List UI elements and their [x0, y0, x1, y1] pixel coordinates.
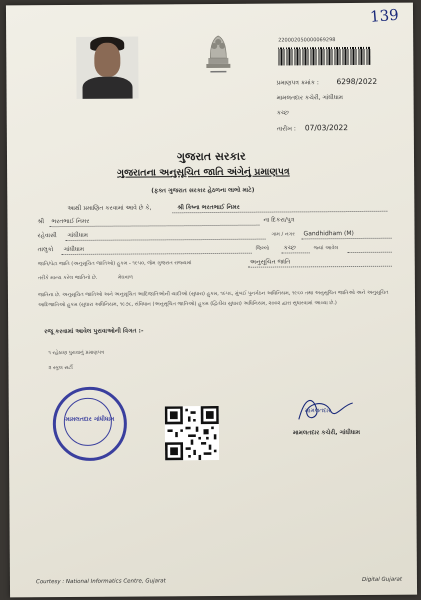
certificate-subtitle: (ફક્ત ગુજરાત સરકાર હેઠળના લાભો માટે) — [151, 186, 255, 195]
located-underline — [348, 252, 392, 253]
certificate-page — [6, 3, 417, 598]
caste-clause: જાતિ/પેટા જાતિ (અનુસૂચિત જાતિઓ) હુકમ - ૧૯૫૦, જેમ ગુજરાત રાજ્યમાં — [37, 260, 192, 268]
photo-face — [94, 43, 120, 77]
father-underline — [49, 225, 259, 227]
footer-courtesy: Courtesy : National Informatics Centre, Gujarat — [35, 578, 166, 586]
resident-label: રહેવાસી — [37, 232, 57, 240]
city-name: Gandhidham (M) — [303, 230, 354, 238]
certificate-title: ગુજરાતના અનુસૂચિત જાતિ અંગેનું પ્રમાણપત્ર — [117, 166, 290, 179]
taluka-value: ગાંધીધામ — [63, 245, 85, 254]
certificate-number: 6298/2022 — [336, 76, 378, 87]
certificate-no-label: પ્રમાણપત્ર ક્રમાંક : — [276, 79, 319, 87]
legal-paragraph: જાતિના છે. અનુસૂચિત જાતિઓ અને અનુસૂચિત આદિજાતિઓની યાદીઓ (સુધારા) હુકમ, ૧૯૫૬, મુંબઈ પુનર્ગઠન અધિનિયમ, ૧૯૬૦ તથા અનુસૂચિત જાતિઓ અને અનુસૂચિત આદિજાતિઓ હુકમ (સુધારા અધિનિયમ, ૧૯૭૬, સંવિધાન (અનુસૂચિત જાતિઓ) હુકમ (દ્વિતીય સુધારા) અધિનિયમ, ૨૦૦૨ દ્વારા સુધારવામાં આવ્યા છે.) — [37, 289, 389, 308]
certify-label: આથી પ્રમાણિત કરવામાં આવે છે કે, — [67, 204, 152, 213]
caste-category: અનુસૂચિત જાતિ — [249, 258, 291, 266]
name-underline — [172, 211, 387, 214]
applicant-name: શ્રી કિષ્ના ભરતભાઈ નિમર — [177, 203, 240, 212]
resident-village: ગાંધીધામ — [67, 231, 89, 240]
office-seal — [53, 387, 128, 462]
village-label: ગામ / નગર — [271, 231, 295, 238]
seal-text: મામલતદાર ગાંધીધામ — [65, 415, 115, 424]
national-emblem-icon — [198, 28, 238, 78]
district-value: કચ્છ — [283, 244, 296, 252]
taluka-label: તાલુકો — [37, 246, 54, 254]
signing-authority: મામલતદાર કચેરી, ગાંધીધામ — [292, 428, 361, 437]
barcode — [278, 47, 370, 66]
state-title: ગુજરાત સરકાર — [176, 149, 246, 164]
date-label: તારીખ : — [276, 125, 296, 133]
located-label: જ્યાં આવેલ — [313, 245, 339, 252]
document-item-1: ૧ રહેઠાણ પુરાવાનું પ્રમાણપત્ર — [48, 349, 105, 357]
city-underline — [302, 238, 392, 240]
father-label: શ્રી — [37, 218, 45, 226]
header-district: કચ્છ — [276, 109, 289, 117]
son-of-label: ના દિકરા/પુત્ર — [263, 216, 295, 224]
footer-digital-gujarat: Digital Gujarat — [361, 576, 403, 583]
applicant-photo — [76, 37, 138, 99]
resident-underline — [66, 239, 266, 241]
issuing-office: મામલતદાર કચેરી, ગાંધીધામ — [276, 94, 344, 102]
taluka-underline — [62, 253, 252, 255]
father-name: ભરતભાઈ નિમર — [51, 217, 90, 226]
category-underline — [248, 266, 392, 268]
documents-heading: રજૂ કરવામાં આવેલ પુરાવાઓની વિગત :- — [44, 327, 144, 336]
caste-line: તરીકે માન્ય કરેલ જાતિનો છે. — [37, 274, 98, 282]
qr-code-icon — [165, 406, 219, 460]
photo-body — [82, 77, 132, 99]
district-label: જિલ્લો — [255, 245, 270, 252]
page-number: 139 — [369, 5, 400, 26]
caste-name: મેઘવાળ — [117, 274, 133, 281]
issue-date: 07/03/2022 — [304, 123, 349, 133]
signature-text: મામલતદાર — [304, 407, 332, 415]
document-item-2: ૨ સ્કૂલ સર્ટી — [48, 364, 73, 372]
barcode-number: 220002050000069298 — [278, 37, 336, 44]
district-underline — [282, 252, 310, 253]
